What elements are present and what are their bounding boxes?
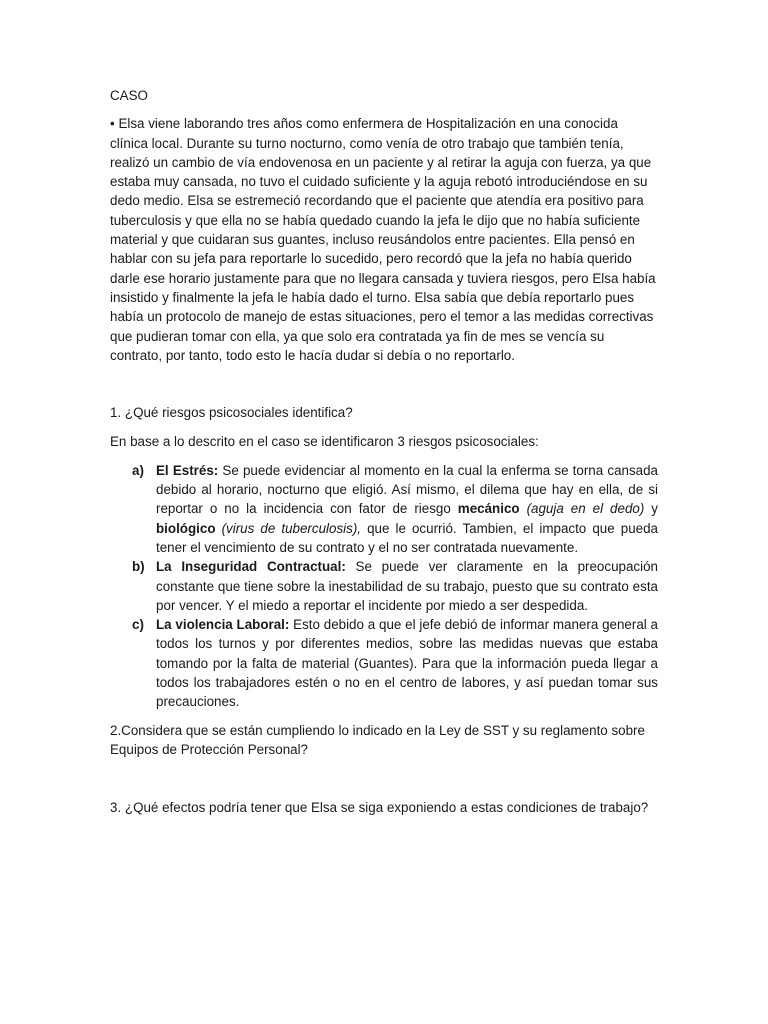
answer-intro: En base a lo descrito en el caso se identificaron 3 riesgos psicosociales: xyxy=(110,434,539,450)
list-marker: b) xyxy=(132,559,145,575)
case-text: Elsa viene laborando tres años como enfermera de Hospitalización en una conocida clínica local. Durante su turno nocturno, como venía de otro trabajo que también tenía, realizó un cambio de vía endovenosa en un paciente y al retirar la aguja con fuerza, ya que estaba muy cansada, no tuvo el cuidado suficiente y la aguja rebotó introduciéndose en su dedo medio. Elsa se estremeció recordando que el paciente que atendía era positivo para tuberculosis y que ella no se había quedado cuando la jefa le dijo que no había suficiente material y que cuidaran sus guantes, incluso reusándolos entre pacientes. Ella pensó en hablar con su jefa para reportarle lo sucedido, pero recordó que la jefa no había querido darle ese horario justamente para que no llegara cansada y tuviera riesgos, pero Elsa había insistido y finalmente la jefa le había dado el turno. Elsa sabía que debía reportarlo pues había un protocolo de manejo de estas situaciones, pero el temor a las medidas correctivas que pudieran tomar con ella, ya que solo era contratada ya fin de mes se vencía su contrato, por tanto, todo esto le hacía dudar si debía o no reportarlo. xyxy=(110,116,656,363)
question-3: 3. ¿Qué efectos podría tener que Elsa se siga exponiendo a estas condiciones de trabajo? xyxy=(110,800,649,816)
risk-example-needle: (aguja en el dedo) xyxy=(526,501,645,517)
bullet-icon: • xyxy=(110,116,115,132)
risk-type-biological: biológico xyxy=(156,520,216,536)
risk-item-stress xyxy=(110,461,658,557)
risk-text: Esto debido a que el jefe debió de informar manera general a todos los turnos y por diferentes medios, sobre las medidas nuevas que estaba tomando por la falta de material (Guantes). Para que la información pueda llegar a todos los trabajadores estén o no en el centro de labores, y así puedan tomar sus precauciones. xyxy=(156,617,658,710)
document-page xyxy=(110,86,658,818)
list-marker: a) xyxy=(132,462,144,478)
risk-type-mechanical: mecánico xyxy=(457,501,520,517)
risk-item-insecurity xyxy=(110,557,658,615)
question-2: 2.Considera que se están cumpliendo lo indicado en la Ley de SST y su reglamento sobre Equipos de Protección Personal? xyxy=(110,722,645,757)
risk-list xyxy=(110,461,658,712)
risk-example-virus: (virus de tuberculosis), xyxy=(221,520,361,536)
case-paragraph xyxy=(110,114,658,365)
risk-text: Se puede evidenciar al momento en la cual la enferma se torna cansada debido al horario, nocturno que eligió. Así mismo, el dilema que hay en ella, de si reportar o no la incidencia con fator de riesgo xyxy=(156,462,658,517)
risk-text: Se puede ver claramente en la preocupación constante que tiene sobre la inestabilidad de su trabajo, puesto que su contrato esta por vencer. Y el miedo a reportar el incidente por miedo a ser despedida. xyxy=(156,559,658,613)
risk-title: La Inseguridad Contractual: xyxy=(156,559,346,575)
list-marker: c) xyxy=(132,617,144,633)
risk-text: que le ocurrió. Tambien, el impacto que pueda tener el vencimiento de su contrato y el no ser contratada nuevamente. xyxy=(156,520,658,555)
question-1: 1. ¿Qué riesgos psicosociales identifica? xyxy=(110,405,353,421)
connector-text: y xyxy=(644,501,658,517)
spacer-text xyxy=(520,501,527,516)
risk-title: El Estrés: xyxy=(156,462,219,478)
risk-title: La violencia Laboral: xyxy=(156,617,290,633)
risk-item-violence xyxy=(110,615,658,711)
case-title: CASO xyxy=(110,88,148,103)
